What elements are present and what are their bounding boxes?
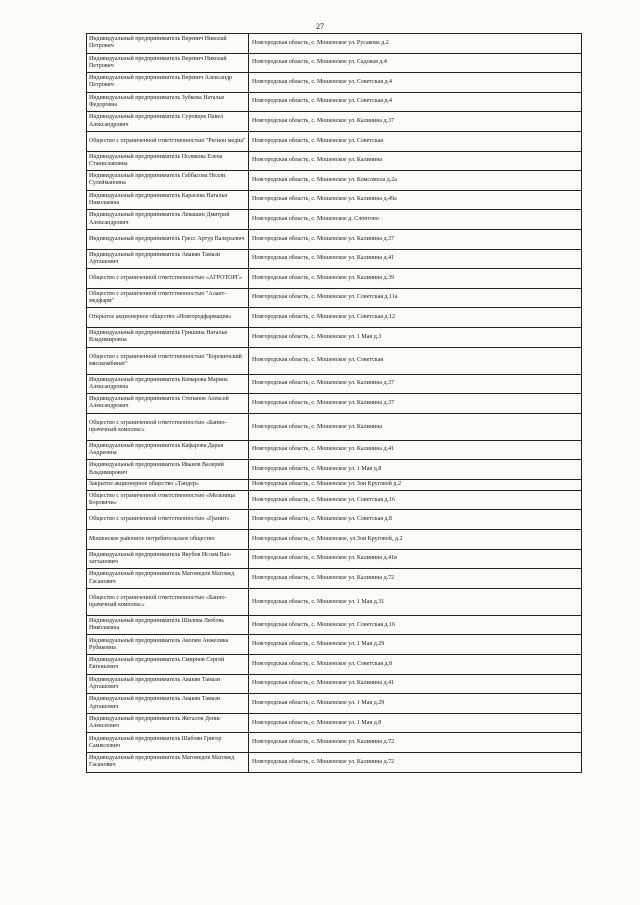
address-cell: Новгородская область, с. Мошенское ул. 1 Мая д.29 [249,694,582,714]
organization-name-cell: Индивидуальный предприниматель Веревич Николай Петрович [87,34,249,54]
address-cell: Новгородская область, с. Мошенское ул. 1 Мая д.8 [249,460,582,480]
organization-name-cell: Общество с ограниченной ответственностью «Мельница Боровичи» [87,490,249,510]
table-row [87,53,582,73]
table-row [87,151,582,171]
address-cell: Новгородская область, с. Мошенское ул. Калинина [249,151,582,171]
table-row [87,347,582,374]
table-row [87,171,582,191]
organization-name-cell: Индивидуальный предприниматель Авакян Тамази Арташович [87,674,249,694]
organization-name-cell: Индивидуальный предприниматель Магомедов Магомед Гасанович [87,569,249,589]
table-row [87,569,582,589]
address-cell: Новгородская область, с. Мошенское ул. Советская д.16 [249,490,582,510]
address-cell: Новгородская область, с. Мошенское ул. Советская д.4 [249,73,582,93]
table-row [87,374,582,394]
address-cell: Новгородская область, с. Мошенское ул. Советская д.16 [249,615,582,635]
organization-name-cell: Индивидуальный предприниматель Левашин Дмитрий Александрович [87,210,249,230]
address-cell: Новгородская область, с. Мошенское ул. Советская [249,131,582,151]
table-row [87,615,582,635]
organization-name-cell: Индивидуальный предприниматель Авакян Тамази Арташович [87,694,249,714]
address-cell: Новгородская область, с. Мошенское ул. 1 Мая д.29 [249,635,582,655]
table-row [87,73,582,93]
address-cell: Новгородская область, с. Мошенское ул. Калинина д.37 [249,374,582,394]
registry-table [86,33,582,773]
address-cell: Новгородская область, с. Мошенское ул. Калинина д.37 [249,112,582,132]
organization-name-cell: Общество с ограниченной ответственностью "Регион медиа" [87,131,249,151]
table-row [87,713,582,733]
organization-name-cell: Открытое акционерное общество «Новгородфармация» [87,308,249,328]
organization-name-cell: Индивидуальный предприниматель Магомедов Магомед Гасанович [87,753,249,773]
organization-name-cell: Индивидуальный предприниматель Гресс Артур Валерьевич [87,229,249,249]
table-row [87,112,582,132]
table-row [87,394,582,414]
address-cell: Новгородская область, с. Мошенское ул. Советская д.8 [249,655,582,675]
address-cell: Новгородская область, с. Мошенское ул. Калинина д.41 [249,674,582,694]
table-row [87,635,582,655]
address-cell: Новгородская область, с. Мошенское ул. 1 Мая д.3 [249,327,582,347]
table-row [87,490,582,510]
address-cell: Новгородская область, с. Мошенское ул. 1 Мая д.8 [249,713,582,733]
organization-name-cell: Индивидуальный предприниматель Авакян Тамази Арташович [87,249,249,269]
organization-name-cell: Общество с ограниченной ответственностью «АГРОТОРГ» [87,269,249,289]
address-cell: Новгородская область, с. Мошенское, ул.Зои Круговой, д.2 [249,530,582,550]
organization-name-cell: Индивидуальный предприниматель Якубов Ислам Вах-хатханович [87,549,249,569]
organization-name-cell: Индивидуальный предприниматель Зубкова Наталья Федоровна [87,92,249,112]
organization-name-cell: Индивидуальный предприниматель Иванов Валерий Владимирович [87,460,249,480]
table-row [87,510,582,530]
table-row [87,440,582,460]
address-cell: Новгородская область, с. Мошенское ул. Русакова д.2 [249,34,582,54]
table-row [87,753,582,773]
organization-name-cell: Индивидуальный предприниматель Суровцев Павел Александрович [87,112,249,132]
table-row [87,308,582,328]
organization-name-cell: Индивидуальный предприниматель Шабоян Григор Самвелович [87,733,249,753]
organization-name-cell: Индивидуальный предприниматель Гришина Наталья Владимировна [87,327,249,347]
table-row [87,694,582,714]
table-row [87,549,582,569]
organization-name-cell: Общество с ограниченной ответственностью «Банно-прачечный комплекс» [87,413,249,440]
address-cell: Новгородская область, с. Мошенское ул. Калинина д.72 [249,569,582,589]
address-cell: Новгородская область, с. Мошенское ул. Калинина д.41в [249,549,582,569]
organization-name-cell: Индивидуальный предприниматель Кафарова Дарья Андреевна [87,440,249,460]
organization-name-cell: Индивидуальный предприниматель Веревич Александр Петрович [87,73,249,93]
address-cell: Новгородская область, с. Мошенское ул. 1 Мая д.31 [249,588,582,615]
table-row [87,674,582,694]
address-cell: Новгородская область, с. Мошенское ул. Садовая д.4 [249,53,582,73]
organization-name-cell: Мошенское районное потребительское общество [87,530,249,550]
table-row [87,269,582,289]
page-number: 27 [316,22,324,31]
table-row [87,327,582,347]
table-row [87,479,582,490]
address-cell: Новгородская область, с. Мошенское ул. Калинина д.39 [249,269,582,289]
address-cell: Новгородская область, с. Мошенское ул. Калинина д.37 [249,394,582,414]
address-cell: Новгородская область, с. Мошенское ул. Советская д.12 [249,308,582,328]
address-cell: Новгородская область, с. Мошенское ул. Советская д.8 [249,510,582,530]
address-cell: Новгородская область, с. Мошенское д. Слоптово [249,210,582,230]
table-row [87,229,582,249]
address-cell: Новгородская область, с. Мошенское ул. Калинина д.41 [249,440,582,460]
organization-name-cell: Индивидуальный предприниматель Шилова Любовь Николаевна [87,615,249,635]
address-cell: Новгородская область, с. Мошенское ул. Советская д.4 [249,92,582,112]
organization-name-cell: Общество с ограниченной ответственностью «Гранит» [87,510,249,530]
table-row [87,733,582,753]
address-cell: Новгородская область, с. Мошенское ул. Советская д.11а [249,288,582,308]
address-cell: Новгородская область, с. Мошенское ул. Зои Круговой д.2 [249,479,582,490]
table-row [87,34,582,54]
organization-name-cell: Индивидуальный предприниматель Комарова Марина Александровна [87,374,249,394]
table-row [87,460,582,480]
table-row [87,655,582,675]
address-cell: Новгородская область, с. Мошенское ул. Калинина д.72 [249,753,582,773]
table-row [87,249,582,269]
address-cell: Новгородская область, с. Мошенское ул. Советская [249,347,582,374]
table-row [87,413,582,440]
organization-name-cell: Общество с ограниченной ответственностью "Алант-медфарм" [87,288,249,308]
organization-name-cell: Закрытое акционерное общество «Тандер» [87,479,249,490]
organization-name-cell: Индивидуальный предприниматель Степанов Алексей Александрович [87,394,249,414]
address-cell: Новгородская область, с. Мошенское ул. Калинина д.72 [249,733,582,753]
organization-name-cell: Индивидуальный предприниматель Карасева Наталья Николаевна [87,190,249,210]
table-row [87,530,582,550]
address-cell: Новгородская область, с. Мошенское ул. Калинина д.37 [249,229,582,249]
address-cell: Новгородская область, с. Мошенское ул. Калинина [249,413,582,440]
organization-name-cell: Индивидуальный предприниматель Полякова Елена Станиславовна [87,151,249,171]
organization-name-cell: Индивидуальный предприниматель Акопян Анжелика Рубиковна [87,635,249,655]
table-row [87,210,582,230]
organization-name-cell: Индивидуальный предприниматель Жегалов Денис Алексеевич [87,713,249,733]
organization-name-cell: Общество с ограниченной ответственностью «Банно-прачечный комплекс» [87,588,249,615]
address-cell: Новгородская область, с. Мошенское ул. Комсомола д.2а [249,171,582,191]
table-row [87,131,582,151]
registry-table-body [87,34,582,773]
organization-name-cell: Индивидуальный предприниматель Габбасова Нелли Сулеймановна [87,171,249,191]
table-row [87,92,582,112]
address-cell: Новгородская область, с. Мошенское ул. Калинина д.41 [249,249,582,269]
table-row [87,190,582,210]
organization-name-cell: Индивидуальный предприниматель Смирнов Сергей Евгеньевич [87,655,249,675]
address-cell: Новгородская область, с. Мошенское ул. Калинина д.49а [249,190,582,210]
organization-name-cell: Общество с ограниченной ответственностью "Боровичский мясокомбинат" [87,347,249,374]
organization-name-cell: Индивидуальный предприниматель Веревич Николай Петрович [87,53,249,73]
table-row [87,588,582,615]
table-row [87,288,582,308]
